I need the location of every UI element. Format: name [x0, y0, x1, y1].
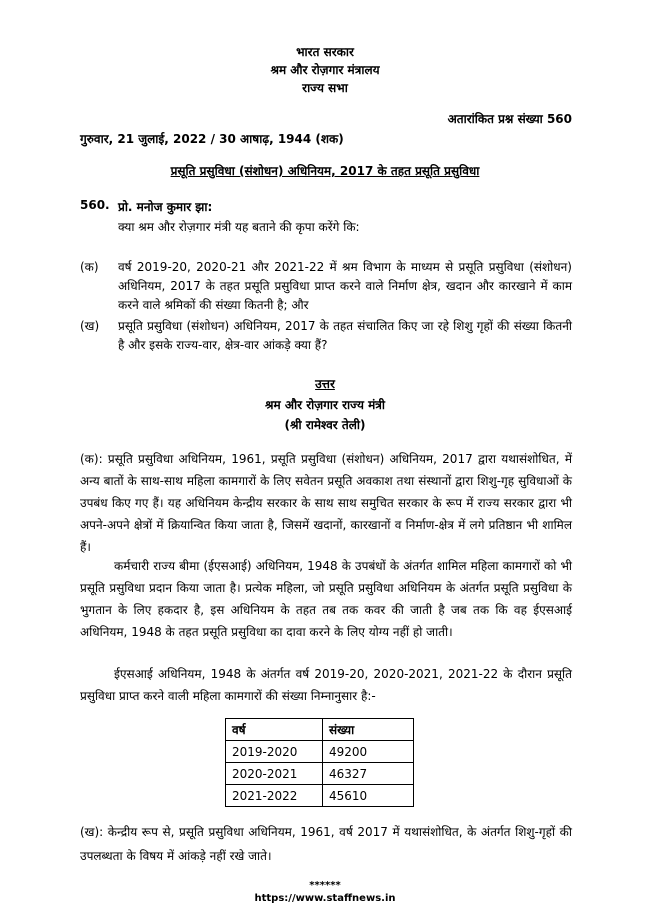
ministry-title: श्रम और रोज़गार मंत्रालय — [270, 63, 380, 77]
table-cell-year: 2021-2022 — [226, 785, 323, 807]
question-date: गुरुवार, 21 जुलाई, 2022 / 30 आषाढ़, 1944 (शक) — [80, 132, 344, 146]
footer-url[interactable]: https://www.staffnews.in — [254, 893, 396, 904]
end-stars: ****** — [309, 880, 341, 891]
subject-title: प्रसूति प्रसुविधा (संशोधन) अधिनियम, 2017 के तहत प्रसूति प्रसुविधा — [170, 164, 480, 178]
part-ka-label: (क) — [80, 260, 99, 274]
table-row — [226, 763, 414, 785]
table-row — [226, 785, 414, 807]
minister-post: श्रम और रोज़गार राज्य मंत्री — [264, 398, 385, 412]
part-kha-text: प्रसूति प्रसुविधा (संशोधन) अधिनियम, 2017 के तहत संचालित किए जा रहे शिशु गृहों की संख्या कितनी है और इसके राज्य-वार, क्षेत्र-वार आंकड़े क्या हैं? — [118, 319, 572, 352]
table-header-year: वर्ष — [226, 719, 323, 741]
table-cell-year: 2019-2020 — [226, 741, 323, 763]
minister-name: (श्री रामेश्वर तेली) — [284, 418, 366, 432]
table-row — [226, 741, 414, 763]
answer-ka-paragraph: (क): प्रसूति प्रसुविधा अधिनियम, 1961, प्रसूति प्रसुविधा (संशोधन) अधिनियम, 2017 द्वारा यथासंशोधित, में अन्य बातों के साथ-साथ महिला कामगारों के लिए सवेतन प्रसूति अवकाश तथा संस्थानों द्वारा शिशु-गृह सुविधाओं के उपबंध किए गए हैं। यह अधिनियम केन्द्रीय सरकार के साथ साथ समुचित सरकार के रूप में राज्य सरकार द्वारा भी अपने-अपने क्षेत्रों में क्रियान्वित किया जाता है, जिसमें खदानों, कारखानों व निर्माण-क्षेत्र में लगे प्रतिष्ठान भी शामिल हैं। — [80, 452, 572, 554]
q-intro: क्या श्रम और रोज़गार मंत्री यह बताने की कृपा करेंगे कि: — [118, 220, 360, 234]
table-cell-count: 49200 — [323, 741, 414, 763]
table-cell-count: 45610 — [323, 785, 414, 807]
table-header-count: संख्या — [323, 719, 414, 741]
house-title: राज्य सभा — [302, 81, 348, 95]
table-cell-year: 2020-2021 — [226, 763, 323, 785]
esi-paragraph: कर्मचारी राज्य बीमा (ईएसआई) अधिनियम, 1948 के उपबंधों के अंतर्गत शामिल महिला कामगारों को भी प्रसूति प्रसुविधा प्रदान किया जाता है। प्रत्येक महिला, जो प्रसूति प्रसुविधा अधिनियम के अंतर्गत प्रसूति प्रसुविधा के भुगतान के लिए हकदार है, इस अधिनियम के तहत तब तक कवर की जाती है जब तक कि वह ईएसआई अधिनियम, 1948 के तहत प्रसूति प्रसुविधा का दावा करने के लिए योग्य नहीं हो जाती। — [80, 559, 572, 639]
part-ka-text: वर्ष 2019-20, 2020-21 और 2021-22 में श्रम विभाग के माध्यम से प्रसूति प्रसुविधा (संशोधन) अधिनियम, 2017 के तहत प्रसूति प्रसुविधा प्राप्त करने वाले निर्माण क्षेत्र, खदान और कारखाने में काम करने वाले श्रमिकों की संख्या कितनी है; और — [118, 260, 572, 312]
table-intro-paragraph: ईएसआई अधिनियम, 1948 के अंतर्गत वर्ष 2019-20, 2020-2021, 2021-22 के दौरान प्रसूति प्रसुविधा प्राप्त करने वाली महिला कामगारों की संख्या निम्नानुसार है:- — [80, 667, 572, 703]
question-number: अतारांकित प्रश्न संख्या 560 — [447, 112, 572, 126]
table-cell-count: 46327 — [323, 763, 414, 785]
table-header-row — [226, 719, 414, 741]
part-kha-label: (ख) — [80, 319, 100, 333]
q-asker: प्रो. मनोज कुमार झा: — [118, 200, 213, 214]
beneficiary-table — [225, 718, 414, 807]
answer-kha-paragraph: (ख): केन्द्रीय रूप से, प्रसूति प्रसुविधा अधिनियम, 1961, वर्ष 2017 में यथासंशोधित, के अंतर्गत शिशु-गृहों की उपलब्धता के विषय में आंकड़े नहीं रखे जाते। — [80, 825, 572, 863]
answer-title: उत्तर — [315, 377, 335, 391]
q-number: 560. — [80, 198, 110, 212]
govt-title: भारत सरकार — [296, 45, 354, 59]
